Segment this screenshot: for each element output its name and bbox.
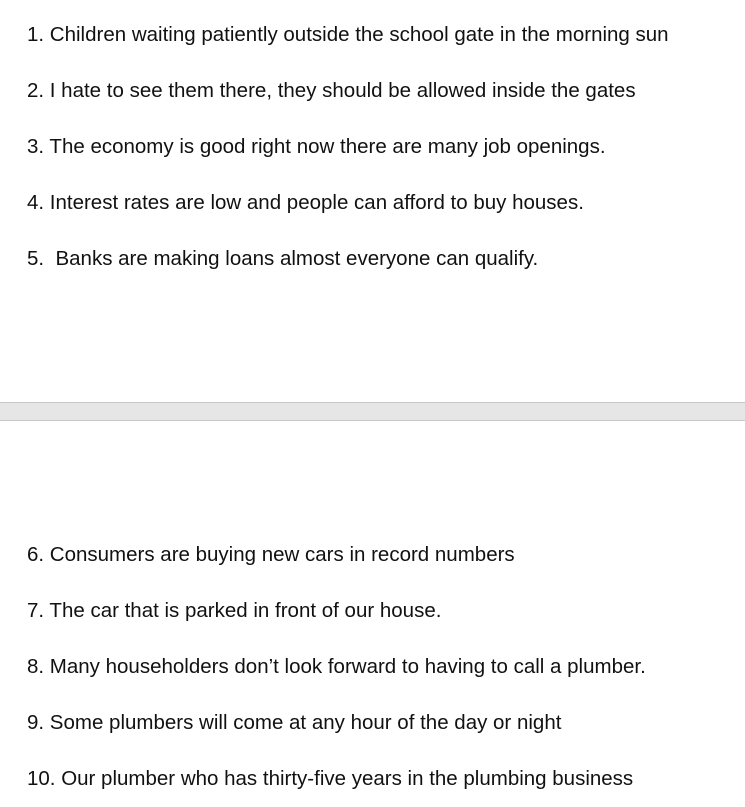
sentence-line-1: 1. Children waiting patiently outside the school gate in the morning sun bbox=[27, 23, 669, 46]
document-page-2 bbox=[0, 421, 745, 807]
sentence-line-7: 7. The car that is parked in front of our house. bbox=[27, 599, 442, 622]
sentence-line-2: 2. I hate to see them there, they should be allowed inside the gates bbox=[27, 79, 636, 102]
sentence-line-4: 4. Interest rates are low and people can afford to buy houses. bbox=[27, 191, 584, 214]
sentence-line-8: 8. Many householders don’t look forward to having to call a plumber. bbox=[27, 655, 646, 678]
sentence-line-3: 3. The economy is good right now there are many job openings. bbox=[27, 135, 606, 158]
page-break-separator bbox=[0, 402, 745, 421]
sentence-line-5: 5. Banks are making loans almost everyone can qualify. bbox=[27, 247, 539, 270]
sentence-line-9: 9. Some plumbers will come at any hour of the day or night bbox=[27, 711, 562, 734]
sentence-line-6: 6. Consumers are buying new cars in record numbers bbox=[27, 543, 515, 566]
sentence-line-10: 10. Our plumber who has thirty-five years in the plumbing business bbox=[27, 767, 634, 790]
document-page-1 bbox=[0, 0, 745, 402]
